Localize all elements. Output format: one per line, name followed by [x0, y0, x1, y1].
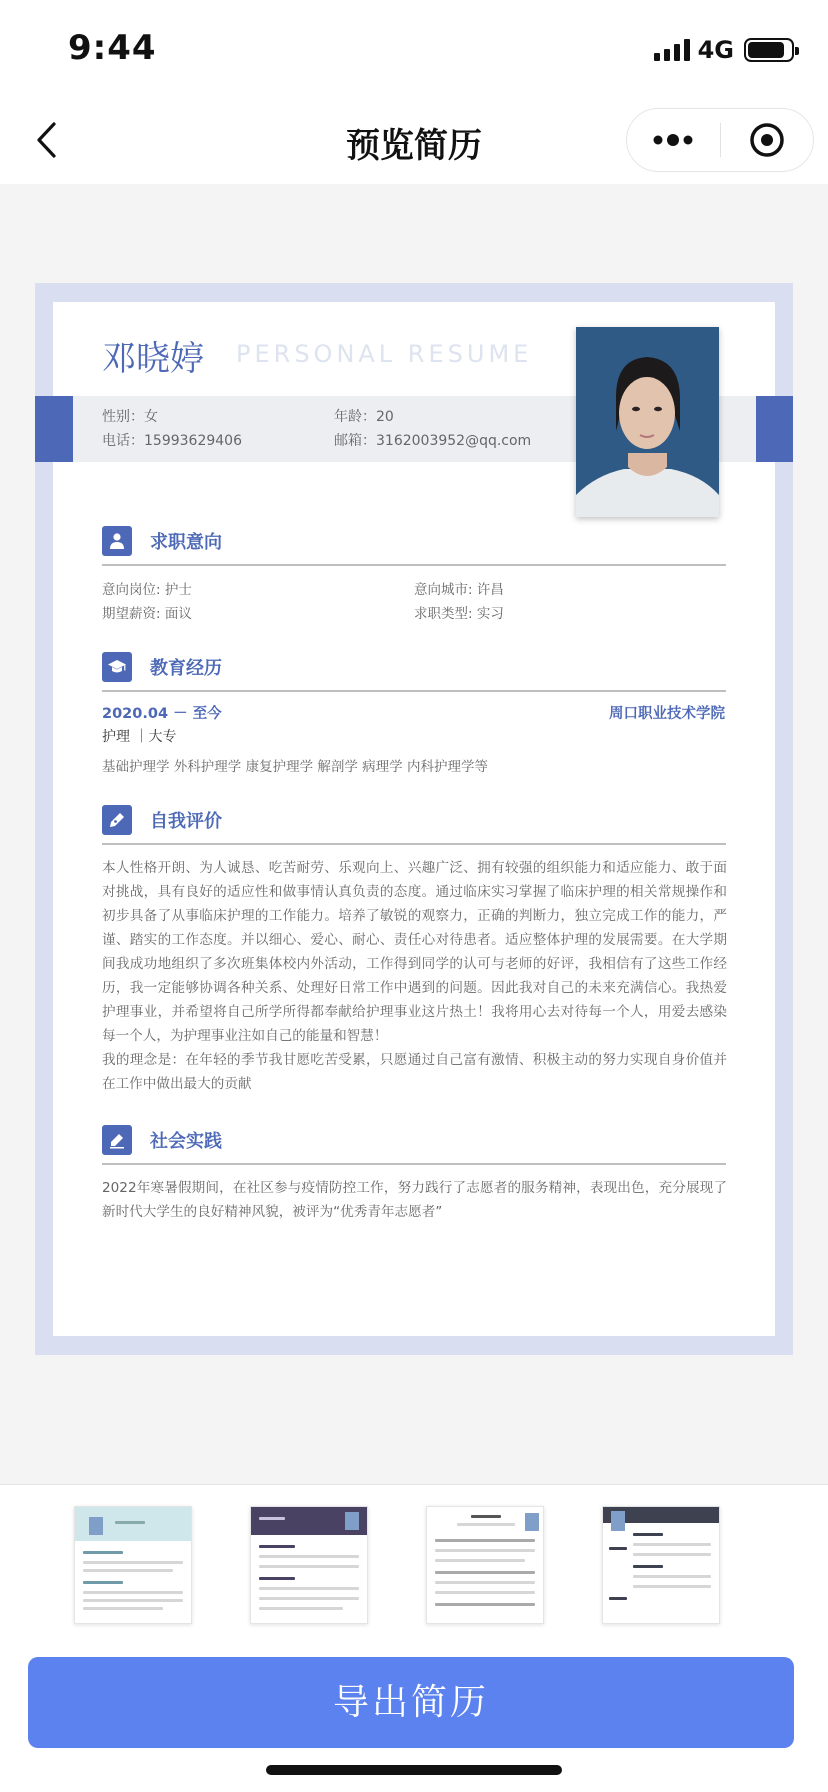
section-practice-title: 社会实践: [150, 1131, 222, 1152]
practice-paragraph: 2022年寒暑假期间，在社区参与疫情防控工作，努力践行了志愿者的服务精神，表现出色，充分展现了新时代大学生的良好精神风貌，被评为“优秀青年志愿者”: [102, 1180, 727, 1220]
close-miniprogram-button[interactable]: [721, 109, 814, 171]
self-eval-philosophy: 我的理念是：在年轻的季节我甘愿吃苦受累，只愿通过自己富有激情、积极主动的努力实现自身价值并在工作中做出最大的贡献: [102, 1052, 727, 1092]
page-title: 预览简历: [346, 126, 482, 166]
band-tab-left: [35, 396, 73, 462]
intention-position: 意向岗位: 护士: [102, 582, 192, 598]
signal-icon: [654, 39, 690, 61]
education-major: 护理 ｜大专: [102, 729, 177, 745]
intention-city: 意向城市: 许昌: [414, 582, 504, 598]
pen-icon: [102, 805, 132, 835]
template-thumbnails: [0, 1485, 828, 1645]
section-intention-title: 求职意向: [150, 532, 222, 553]
section-education-title: 教育经历: [150, 658, 222, 679]
education-courses: 基础护理学 外科护理学 康复护理学 解剖学 病理学 内科护理学等: [102, 759, 488, 775]
battery-icon: [744, 38, 794, 62]
export-resume-button[interactable]: 导出简历: [28, 1657, 794, 1748]
section-education-header: [102, 652, 726, 692]
more-dots-icon: [652, 133, 694, 147]
status-indicators: [654, 36, 794, 64]
info-phone: 电话：15993629406: [102, 433, 242, 449]
template-thumbnail-3[interactable]: [426, 1506, 544, 1624]
target-icon: [749, 122, 785, 158]
edit-icon: [102, 1125, 132, 1155]
resume-name: 邓晓婷: [102, 339, 204, 379]
nav-bar: [0, 96, 828, 184]
education-school: 周口职业技术学院: [609, 706, 725, 722]
more-button[interactable]: [627, 109, 720, 171]
graduation-cap-icon: [102, 652, 132, 682]
mini-program-capsule: [626, 108, 814, 172]
self-eval-paragraph: 本人性格开朗、为人诚恳、吃苦耐劳、乐观向上、兴趣广泛、拥有较强的组织能力和适应能力、敢于面对挑战，具有良好的适应性和做事情认真负责的态度。通过临床实习掌握了临床护理的相关常规操作和初步具备了从事临床护理的工作能力。培养了敏锐的观察力，正确的判断力，独立完成工作的能力，严谨、踏实的工作态度。并以细心、爱心、耐心、责任心对待患者。适应整体护理的发展需要。在大学期间我成功地组织了多次班集体校内外活动，工作得到同学的认可与老师的好评，我相信有了这些工作经历，我一定能够协调各种关系、处理好日常工作中遇到的问题。因此我对自己的未来充满信心。我热爱护理事业，并希望将自己所学所得都奉献给护理事业这片热土！我将用心去对待每一个人，用爱去感染每一个人，为护理事业注如自己的能量和智慧！: [102, 860, 727, 1044]
status-time: 9:44: [68, 28, 157, 68]
resume-photo: [576, 327, 719, 517]
education-date: 2020.04 － 至今: [102, 706, 222, 722]
info-email: 邮箱：3162003952@qq.com: [334, 433, 532, 449]
intention-type: 求职类型: 实习: [414, 606, 504, 622]
network-label: 4G: [697, 36, 734, 64]
section-self-eval-header: [102, 805, 726, 845]
info-gender: 性别：女: [102, 409, 158, 425]
intention-salary: 期望薪资: 面议: [102, 606, 192, 622]
template-thumbnail-1[interactable]: [74, 1506, 192, 1624]
home-indicator: [266, 1765, 562, 1775]
template-thumbnail-4[interactable]: [602, 1506, 720, 1624]
resume-subtitle: PERSONAL RESUME: [236, 340, 533, 368]
section-self-eval-title: 自我评价: [150, 811, 222, 832]
info-age: 年龄：20: [334, 409, 394, 425]
band-tab-right: [756, 396, 793, 462]
section-intention-header: [102, 526, 726, 566]
template-thumbnail-2[interactable]: [250, 1506, 368, 1624]
user-icon: [102, 526, 132, 556]
section-practice-header: [102, 1125, 726, 1165]
status-bar: [0, 0, 828, 96]
